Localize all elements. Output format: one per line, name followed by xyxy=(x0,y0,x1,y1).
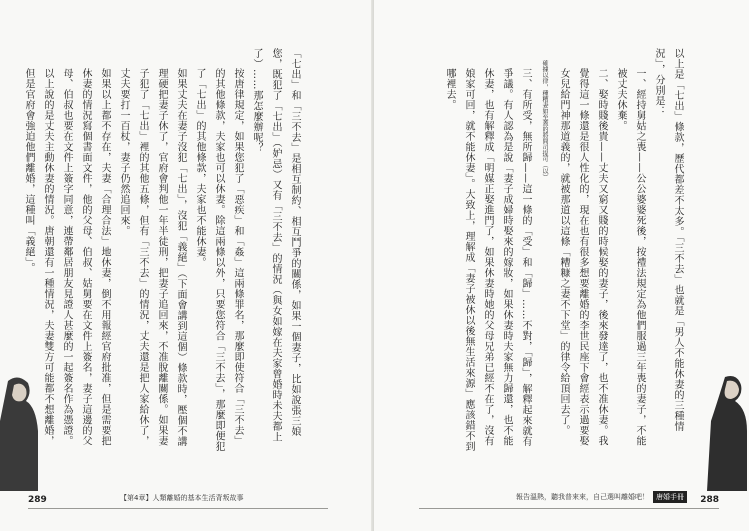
left-paragraph-5: 以上說的是丈夫主動休妻的情況。唐朝還有一種情況，夫妻雙方可能都不想離婚，但是官府會強迫他們離婚，這種叫「義絕」。 xyxy=(23,68,53,446)
left-paragraph-2: 按唐律規定，如果您犯了「惡疾」和「姦」這兩條罪名，那麼即使符合「三不去」的其他條款，夫家也可以休妻。除這兩條以外，只要您符合「三不去」，那麼即便犯了「七出」的其他條款，夫家也不能休妻。 xyxy=(194,68,243,452)
right-item-1: 一、經持舅姑之喪——公公婆婆死後，按禮法規定為他們服過三年喪的妻子，不能被丈夫休棄。 xyxy=(615,68,645,446)
left-paragraph-4: 如果以上都不存在，夫妻「合理合法」地休妻，倒不用報經官府批准，但是需要把休妻的情況寫個書面文件，他的父母、伯叔、姑舅要在文件上簽名，妻子這邊的父母、伯叔也要在文件上簽字同意，連帶鄰居朋友見證人甚麼的一起簽名作為憑證。 xyxy=(61,68,110,446)
right-figure-illustration xyxy=(705,371,749,491)
left-paragraph-1: 「七出」和「三不去」是相互制約、相互鬥爭的關係，如果一個妻子，比如說張三娘您，既犯了「七出」（妒忌）又有「三不去」的情況（與女如嫁在夫家曾婚時未夫都上了）……那怎麼辦呢？ xyxy=(251,48,300,442)
left-page-body xyxy=(22,48,304,453)
right-page xyxy=(374,0,749,531)
right-item-2: 二、娶時賤後貴——丈夫又窮又賤的時候娶的妻子，後來發達了，也不准休妻。我覺得這一條還是很人性化的，現在也有很多想要離婚的李世民座下會經表示過要娶女兒給門神那道義的，就被那道以這條「糟糠之妻不下堂」的律令給頂回去了。 xyxy=(558,68,607,446)
right-footer-text: 報告溫熱，聽我普來來，自己選叫離婚吧！ xyxy=(516,493,649,501)
right-side-note: 確據以律，種糟妻如至蓋的將間司提可（以） xyxy=(541,60,548,180)
left-footer-rule xyxy=(28,508,328,509)
right-page-body xyxy=(395,48,687,453)
right-page-number: 288 xyxy=(700,495,719,505)
left-page-number: 289 xyxy=(28,495,47,505)
right-intro: 以上是「七出」條款，歷代都差不太多。「三不去」也就是「男人不能休妻的三種情況」，分別是： xyxy=(653,48,683,432)
right-running-footer xyxy=(516,491,687,503)
right-item-3: 三、有所受，無所歸——這一條的「受」和「歸」……不對，「歸」，解釋起來就有爭議。有人認為是說「妻子成婦時娶來的嫁妝，如果休妻時夫家無力歸還，也不能休妻，也有解釋成「明媒正娶進門了，如果休妻時她的父母兄弟已經不在了，沒有娘家可回，就不能休妻」。大致上，理解成「妻子被休以後無生活來源」應該錯不到哪裡去。 xyxy=(444,68,531,452)
right-footer-tag: 唐婚手冊 xyxy=(653,491,687,503)
left-paragraph-3: 如果丈夫在妻子沒犯「七出」，沒犯「義絕」（下面會講到這個）條款時，壓個不講理硬把妻子休了，官府會判他一年半徒刑，把妻子追回來，不准脫離關係。如果妻子犯了「七出」裡的其他五條，但有「三不去」的情況，丈夫還是把人家給休了，丈夫要打一百杖，妻子仍然追回來。 xyxy=(118,68,186,447)
right-footer-rule xyxy=(419,508,719,509)
left-running-footer: 【第4章】人類離婚的基本生活背叛故事 xyxy=(120,494,244,502)
left-page xyxy=(0,0,374,531)
